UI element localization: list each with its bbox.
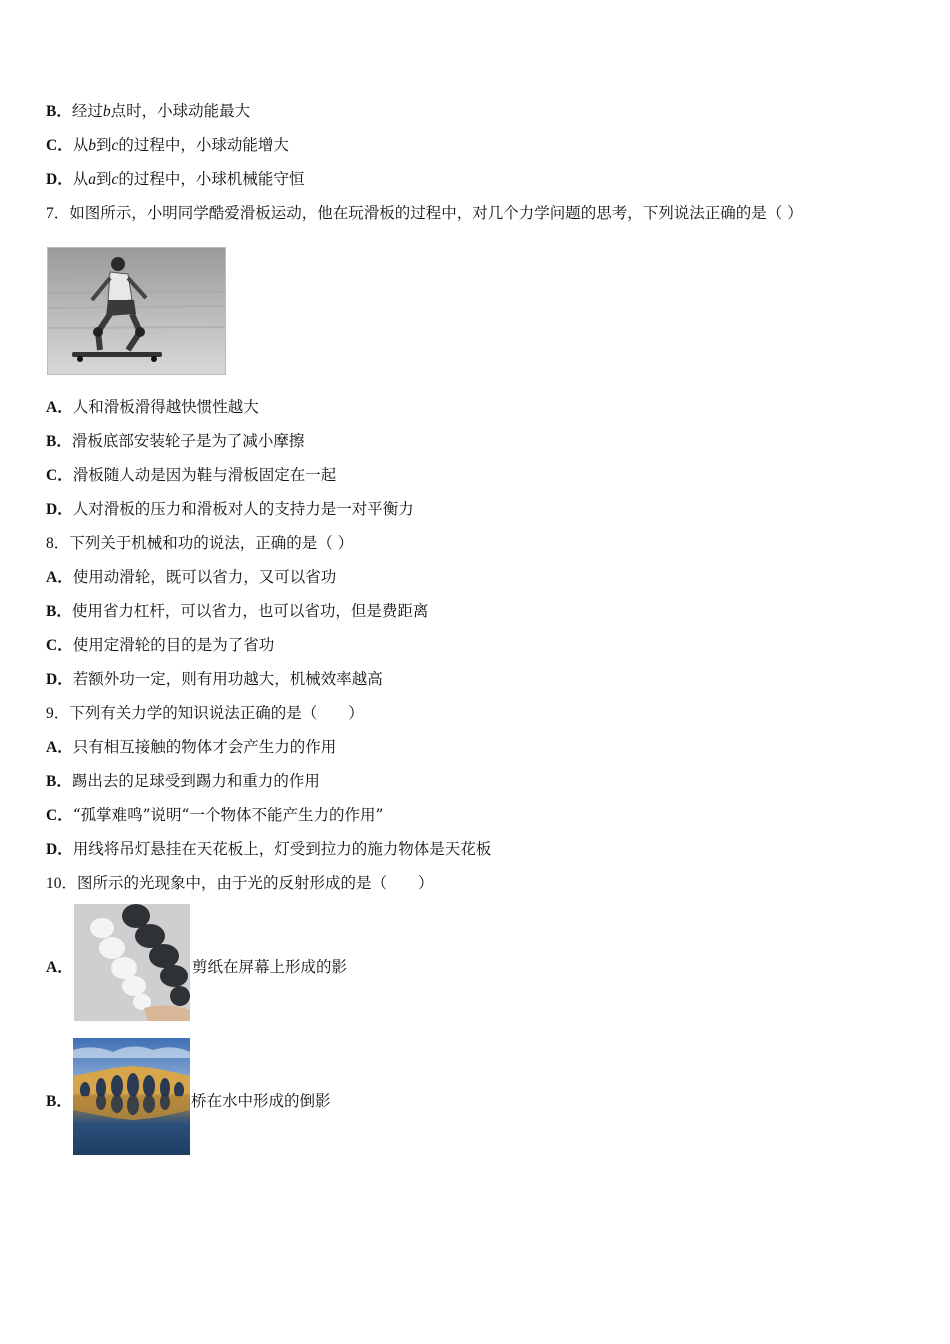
skateboarder-photo-icon [47,247,226,375]
q8-stem: 8．下列关于机械和功的说法，正确的是（ ） [46,534,354,552]
q8-option-c: C．使用定滑轮的目的是为了省功 [46,636,275,654]
q10-option-b-text: 桥在水中形成的倒影 [191,1092,331,1110]
q7-option-b: B．滑板底部安装轮子是为了减小摩擦 [46,432,305,450]
q6-option-b: B．经过b点时，小球动能最大 [46,102,251,120]
q6-option-d: D．从a到c的过程中，小球机械能守恒 [46,170,305,188]
q10-option-a-letter: A． [46,959,73,976]
q10-option-b-letter: B． [46,1093,72,1110]
paper-cut-shadow-photo-icon [74,904,190,1021]
q9-option-b: B．踢出去的足球受到踢力和重力的作用 [46,772,320,790]
q8-option-d: D．若额外功一定，则有用功越大，机械效率越高 [46,670,383,688]
q6-option-c: C．从b到c的过程中，小球动能增大 [46,136,289,154]
q7-stem: 7．如图所示，小明同学酷爱滑板运动，他在玩滑板的过程中，对几个力学问题的思考，下列说法正确的是（ ） [46,204,803,222]
q9-option-d: D．用线将吊灯悬挂在天花板上，灯受到拉力的施力物体是天花板 [46,840,492,858]
q7-option-a: A．人和滑板滑得越快惯性越大 [46,398,259,416]
q9-option-c: C．“孤掌难鸣”说明“一个物体不能产生力的作用” [46,806,384,824]
q10-stem: 10．图所示的光现象中，由于光的反射形成的是（ ） [46,874,434,892]
q8-option-a: A．使用动滑轮，既可以省力，又可以省功 [46,568,337,586]
q9-stem: 9．下列有关力学的知识说法正确的是（ ） [46,704,364,722]
bridge-reflection-photo-icon [73,1038,190,1155]
q8-option-b: B．使用省力杠杆，可以省力，也可以省功，但是费距离 [46,602,429,620]
q10-option-a-text: 剪纸在屏幕上形成的影 [192,958,348,976]
q7-option-d: D．人对滑板的压力和滑板对人的支持力是一对平衡力 [46,500,414,518]
q9-option-a: A．只有相互接触的物体才会产生力的作用 [46,738,337,756]
q7-option-c: C．滑板随人动是因为鞋与滑板固定在一起 [46,466,337,484]
